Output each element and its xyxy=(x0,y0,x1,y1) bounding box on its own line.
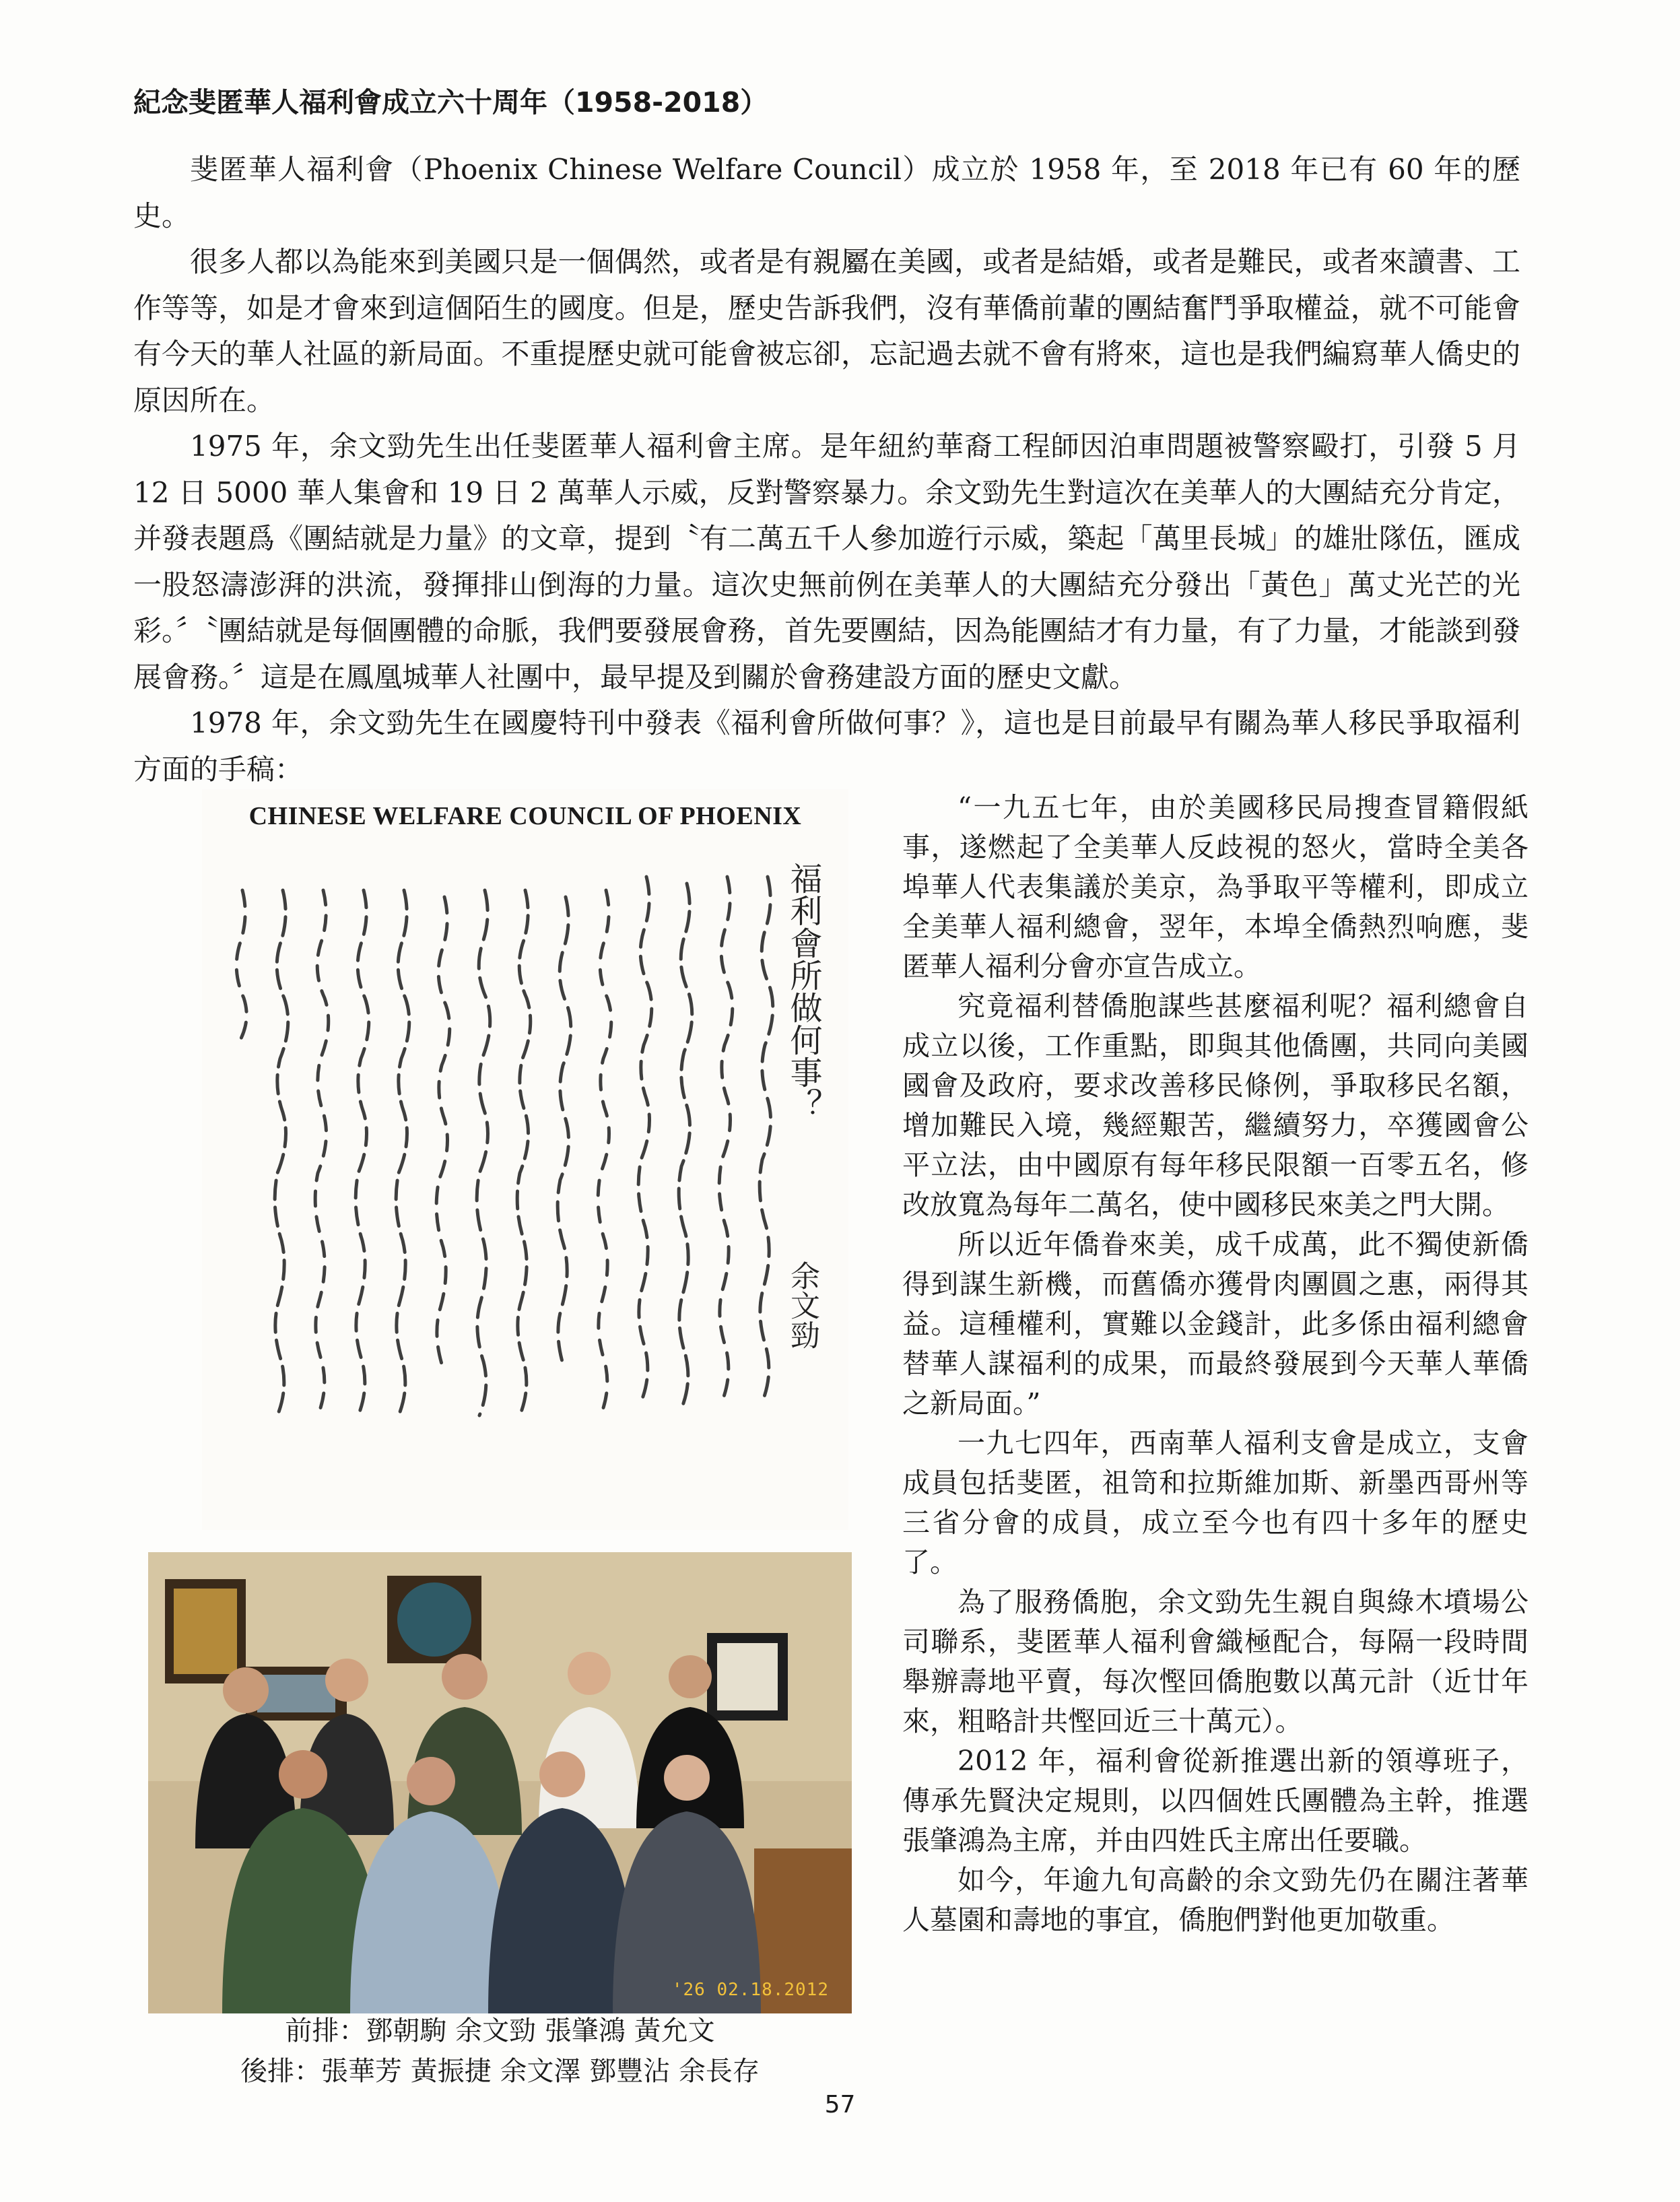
right-paragraph-quote-1: “一九五七年，由於美國移民局搜查冒籍假紙事，遂燃起了全美華人反歧視的怒火，當時全美各埠華人代表集議於美京，為爭取平等權利，即成立全美華人福利總會，翌年，本埠全僑熱烈响應，斐匿華人福利分會亦宣告成立。 xyxy=(902,791,1528,982)
page-number: 57 xyxy=(824,2091,856,2118)
right-column xyxy=(902,788,1528,1940)
right-paragraph-1974: 一九七四年，西南華人福利支會是成立，支會成員包括斐匿，祖笥和拉斯維加斯、新墨西哥州等三省分會的成員，成立至今也有四十多年的歷史了。 xyxy=(902,1427,1528,1578)
paragraph-1975: 1975 年，余文勁先生出任斐匿華人福利會主席。是年紐約華裔工程師因泊車問題被警察毆打，引發 5 月 12 日 5000 華人集會和 19 日 2 萬華人示威，反對警察暴力。余文勁先生對這次在美華人的大團結充分肯定，并發表題爲《團結就是力量》的文章，提到〝有二萬五千人參加遊行示威，築起「萬里長城」的雄壯隊伍，匯成一股怒濤澎湃的洪流，發揮排山倒海的力量。這次史無前例在美華人的大團結充分發出「黃色」萬丈光芒的光彩。〞〝團結就是每個團體的命脈，我們要發展會務，首先要團結，因為能團結才有力量，有了力量，才能談到發展會務。〞這是在鳳凰城華人社團中，最早提及到關於會務建設方面的歷史文獻。 xyxy=(133,430,1520,694)
caption-back-row: 後排：張華芳 黃振捷 余文澤 鄧豐沾 余長存 xyxy=(240,2056,760,2087)
manuscript-letterhead: CHINESE WELFARE COUNCIL OF PHOENIX xyxy=(248,802,802,830)
photo-date-stamp: '26 02.18.2012 xyxy=(671,1980,829,2000)
right-paragraph-quote-2: 究竟福利替僑胞謀些甚麼福利呢？福利總會自成立以後，工作重點，即與其他僑團，共同向美國國會及政府，要求改善移民條例，爭取移民名額，增加難民入境，幾經艱苦，繼續努力，卒獲國會公平立法，由中國原有每年移民限額一百零五名，修改放寬為每年二萬名，使中國移民來美之門大開。 xyxy=(902,990,1528,1221)
article-body xyxy=(133,147,1520,793)
group-photo xyxy=(148,1552,852,2013)
paragraph-intro: 斐匿華人福利會（Phoenix Chinese Welfare Council）成立於 1958 年，至 2018 年已有 60 年的歷史。 xyxy=(133,153,1520,232)
right-paragraph-cemetery: 為了服務僑胞，余文勁先生親自與綠木墳場公司聯系，斐匿華人福利會織極配合，每隔一段時間舉辦壽地平賣，每次慳回僑胞數以萬元計（近廿年來，粗略計共慳回近三十萬元）。 xyxy=(902,1586,1528,1737)
manuscript-title: 福利會所做何事？ xyxy=(784,862,822,1121)
group-photo-scene xyxy=(148,1552,852,2013)
paragraph-1978: 1978 年，余文勁先生在國慶特刊中發表《福利會所做何事？》，這也是目前最早有關為華人移民爭取福利方面的手稿： xyxy=(133,706,1520,786)
paragraph-history: 很多人都以為能來到美國只是一個偶然，或者是有親屬在美國，或者是結婚，或者是難民，或者來讀書、工作等等，如是才會來到這個陌生的國度。但是，歷史告訴我們，沒有華僑前輩的團結奮鬥爭取權益，就不可能會有今天的華人社區的新局面。不重提歷史就可能會被忘卻，忘記過去就不會有將來，這也是我們編寫華人僑史的原因所在。 xyxy=(133,245,1520,417)
caption-front-row: 前排：鄧朝駒 余文勁 張肇鴻 黃允文 xyxy=(285,2015,715,2046)
manuscript-image xyxy=(202,789,848,1530)
handwriting-columns xyxy=(202,850,848,1530)
manuscript-signature: 余文勁 xyxy=(785,1261,819,1349)
right-paragraph-quote-3: 所以近年僑眷來美，成千成萬，此不獨使新僑得到謀生新機，而舊僑亦獲骨肉團圓之惠，兩得其益。這種權利，實難以金錢計，此多係由福利總會替華人謀福利的成果，而最終發展到今天華人華僑之新局面。” xyxy=(902,1228,1528,1420)
page-title: 紀念斐匿華人福利會成立六十周年（1958-2018） xyxy=(133,86,768,119)
right-paragraph-2012: 2012 年，福利會從新推選出新的領導班子，傳承先賢決定規則，以四個姓氏團體為主幹，推選張肇鴻為主席，并由四姓氏主席出任要職。 xyxy=(902,1745,1528,1857)
right-paragraph-today: 如今，年逾九旬高齡的余文勁先仍在關注著華人墓園和壽地的事宜，僑胞們對他更加敬重。 xyxy=(902,1864,1528,1936)
